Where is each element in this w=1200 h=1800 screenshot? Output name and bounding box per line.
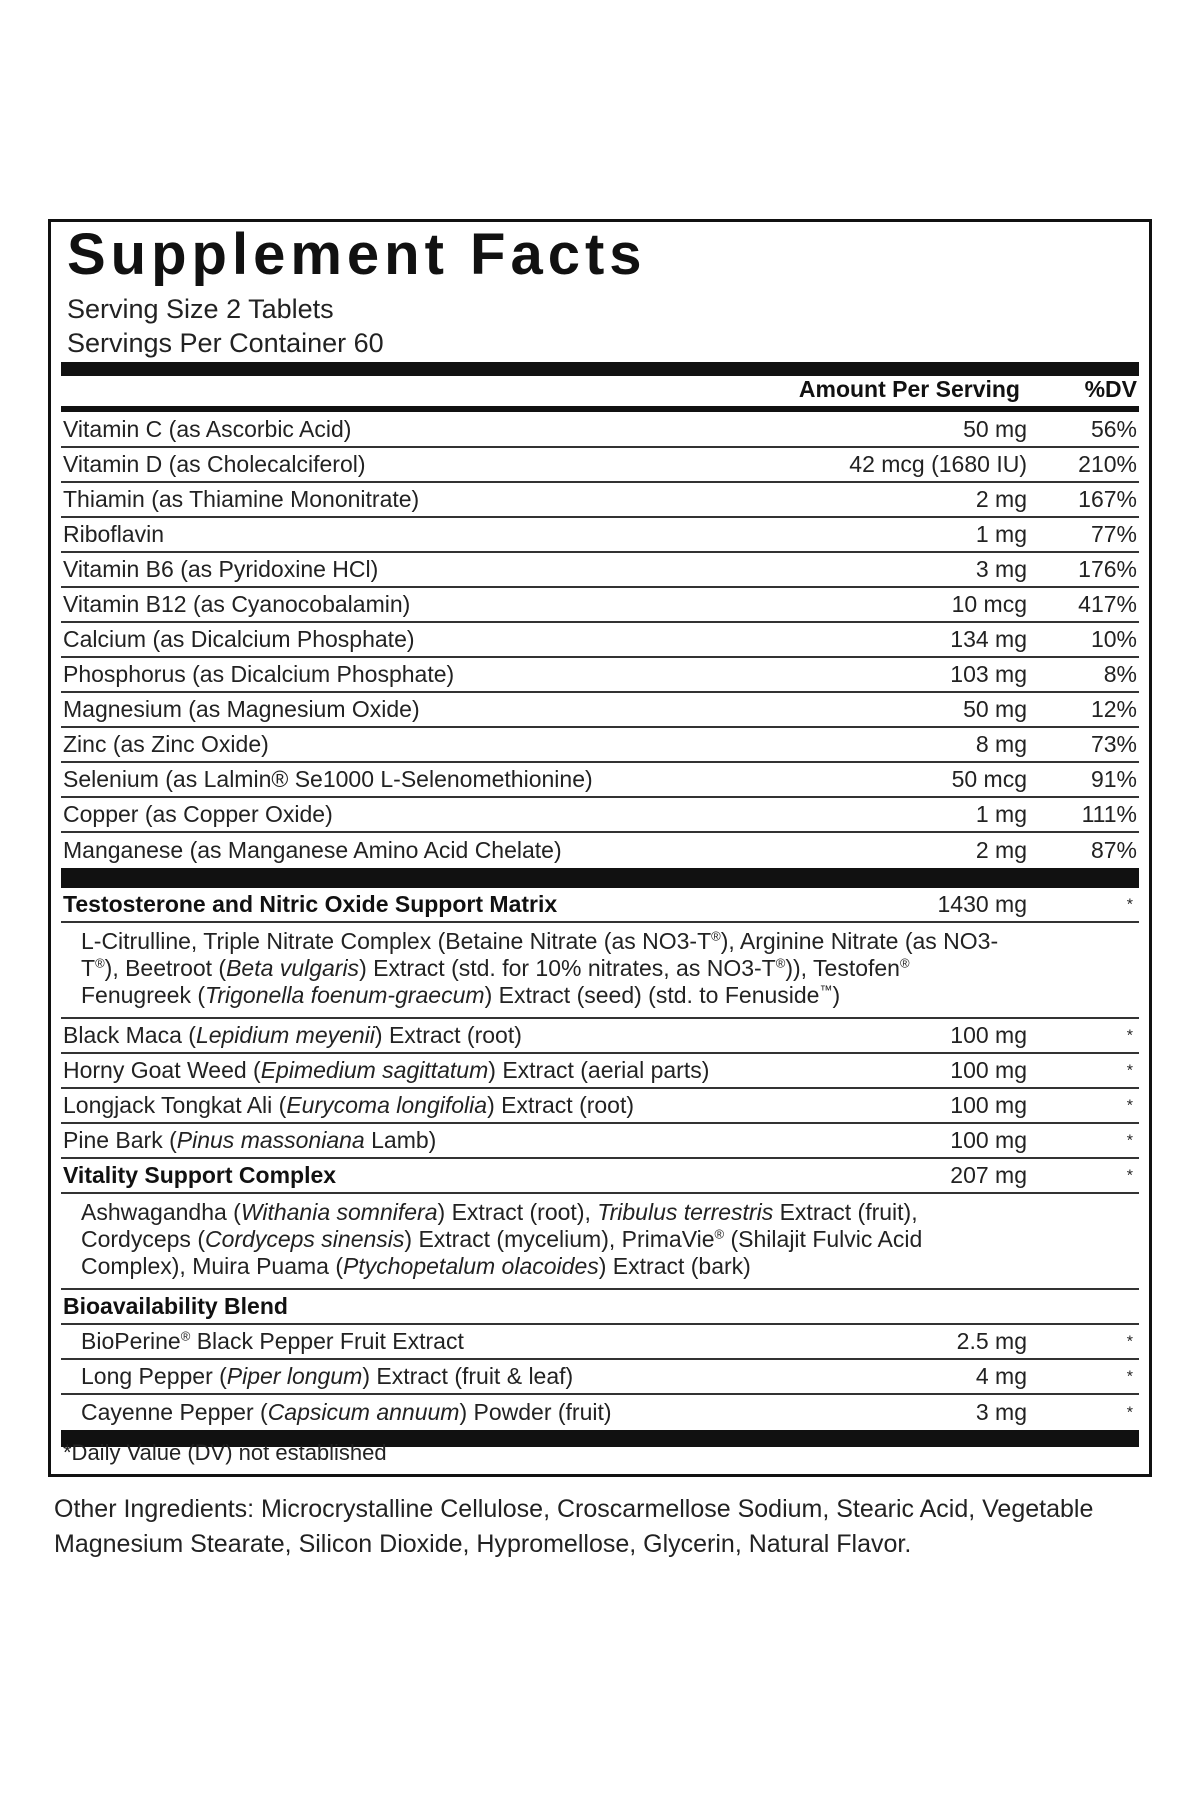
- table-row: Pine Bark (Pinus massoniana Lamb) 100 mg *: [61, 1124, 1139, 1159]
- table-row: Thiamin (as Thiamine Mononitrate) 2 mg 167%: [61, 483, 1139, 518]
- table-row: Horny Goat Weed (Epimedium sagittatum) Extract (aerial parts) 100 mg *: [61, 1054, 1139, 1089]
- supplement-facts-panel: [48, 219, 1152, 1477]
- table-row: Riboflavin 1 mg 77%: [61, 518, 1139, 553]
- servings-per-container: Servings Per Container 60: [67, 328, 384, 358]
- other-ingredients: Other Ingredients: Microcrystalline Cellulose, Croscarmellose Sodium, Stearic Acid, Vegetable Magnesium Stearate, Silicon Dioxide, Hypromellose, Glycerin, Natural Flavor.: [54, 1495, 1094, 1558]
- table-row: Magnesium (as Magnesium Oxide) 50 mg 12%: [61, 693, 1139, 728]
- table-row: Cayenne Pepper (Capsicum annuum) Powder (fruit) 3 mg *: [81, 1398, 1133, 1425]
- table-row: Vitamin D (as Cholecalciferol) 42 mcg (1680 IU) 210%: [61, 448, 1139, 483]
- table-row: Black Maca (Lepidium meyenii) Extract (root) 100 mg *: [61, 1019, 1139, 1054]
- table-row: Long Pepper (Piper longum) Extract (fruit & leaf) 4 mg *: [61, 1360, 1139, 1395]
- serving-size: Serving Size 2 Tablets: [67, 294, 334, 324]
- blend-header-row: Vitality Support Complex 207 mg *: [61, 1159, 1139, 1194]
- blend-description: L-Citrulline, Triple Nitrate Complex (Betaine Nitrate (as NO3-T®), Arginine Nitrate (as NO3-T®), Beetroot (Beta vulgaris) Extract (std. for 10% nitrates, as NO3-T®)), Testofen® Fenugreek (Trigonella foenum-graecum) Extract (seed) (std. to Fenuside™): [61, 923, 1139, 1019]
- table-row: Vitamin B6 (as Pyridoxine HCl) 3 mg 176%: [61, 553, 1139, 588]
- panel-title: Supplement Facts: [67, 222, 647, 287]
- table-row: Selenium (as Lalmin® Se1000 L-Selenomethionine) 50 mcg 91%: [61, 763, 1139, 798]
- thick-divider: [61, 362, 1139, 376]
- table-row: Longjack Tongkat Ali (Eurycoma longifolia) Extract (root) 100 mg *: [61, 1089, 1139, 1124]
- table-row: Calcium (as Dicalcium Phosphate) 134 mg 10%: [61, 623, 1139, 658]
- blend-header-row: Testosterone and Nitric Oxide Support Matrix 1430 mg *: [61, 888, 1139, 923]
- dv-header: %DV: [1084, 376, 1137, 402]
- table-row: Copper (as Copper Oxide) 1 mg 111%: [61, 798, 1139, 833]
- table-row: Zinc (as Zinc Oxide) 8 mg 73%: [61, 728, 1139, 763]
- blend-header-row: Bioavailability Blend: [61, 1290, 1139, 1325]
- dv-footnote: *Daily Value (DV) not established: [63, 1440, 387, 1465]
- thick-divider: [61, 406, 1139, 412]
- table-row: Vitamin B12 (as Cyanocobalamin) 10 mcg 417%: [61, 588, 1139, 623]
- table-row: Manganese (as Manganese Amino Acid Chelate) 2 mg 87%: [63, 836, 1137, 863]
- blend-description: Ashwagandha (Withania somnifera) Extract (root), Tribulus terrestris Extract (fruit), Cordyceps (Cordyceps sinensis) Extract (mycelium), PrimaVie® (Shilajit Fulvic Acid Complex), Muira Puama (Ptychopetalum olacoides) Extract (bark): [61, 1194, 1139, 1290]
- thick-divider: [61, 868, 1139, 888]
- table-row: BioPerine® Black Pepper Fruit Extract 2.5 mg *: [61, 1325, 1139, 1360]
- table-row: Phosphorus (as Dicalcium Phosphate) 103 mg 8%: [61, 658, 1139, 693]
- amount-per-serving-header: Amount Per Serving: [798, 376, 1020, 402]
- nutrient-rows: [61, 413, 1139, 1447]
- table-row: Vitamin C (as Ascorbic Acid) 50 mg 56%: [61, 413, 1139, 448]
